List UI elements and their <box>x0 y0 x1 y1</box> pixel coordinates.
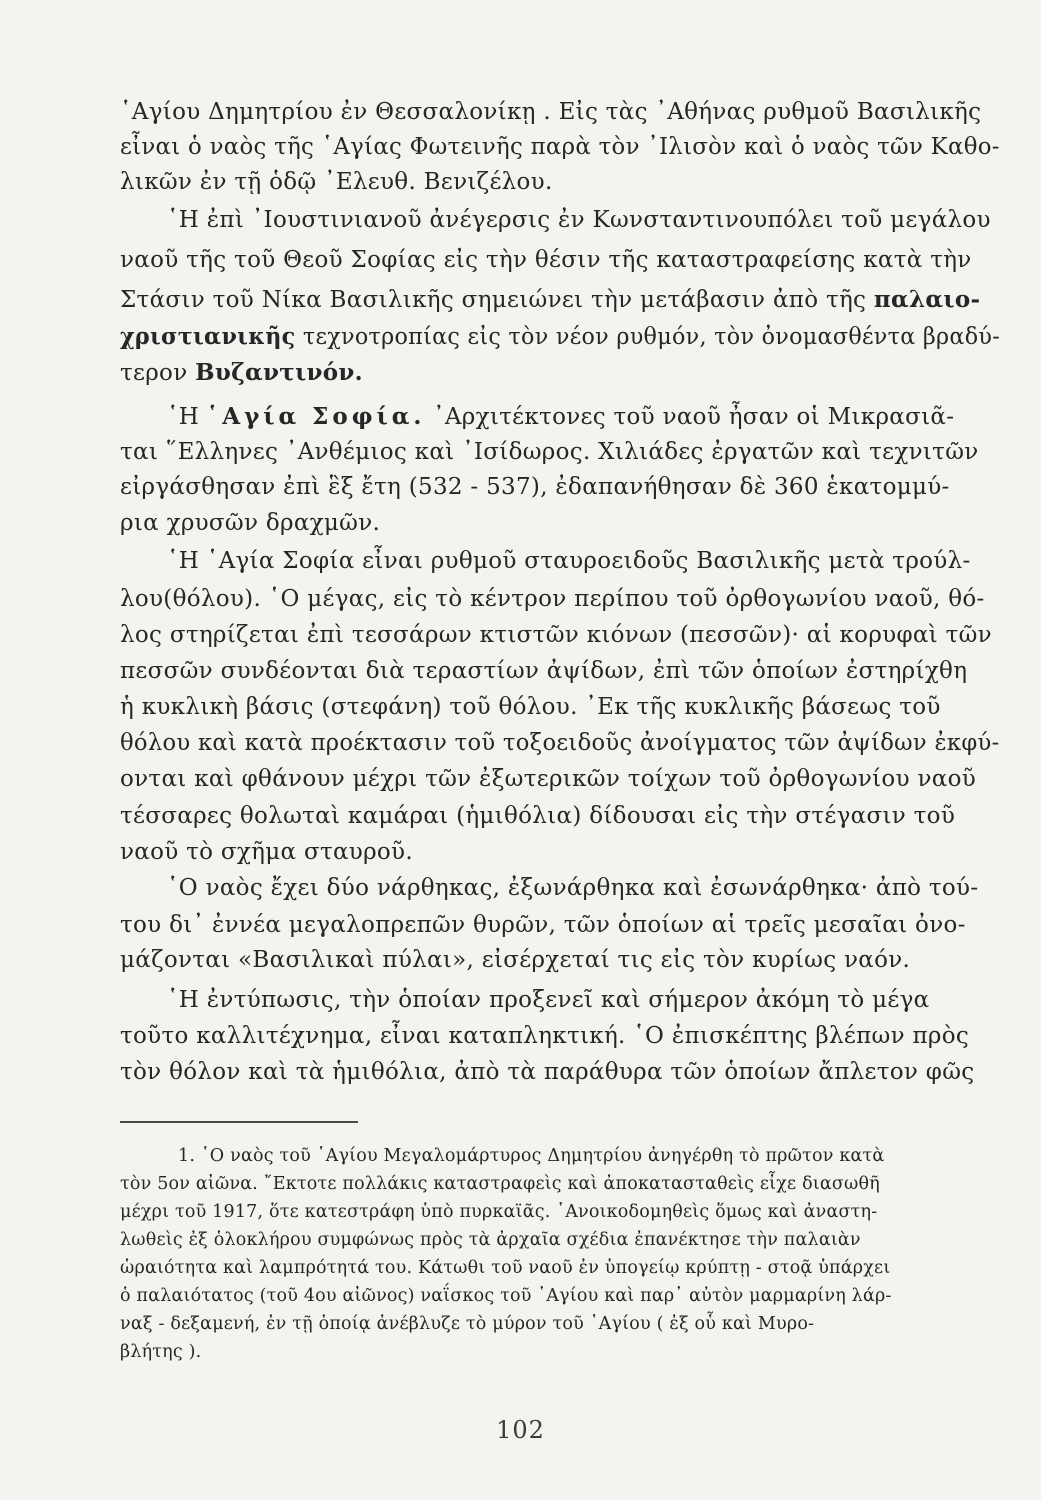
text-line: ῾Αγίου Δημητρίου ἐν Θεσσαλονίκῃ . Εἰς τὰς ᾿Αθήνας ρυθμοῦ Βασιλικῆς <box>120 99 982 125</box>
text-line: του δι᾿ ἐννέα μεγαλοπρεπῶν θυρῶν, τῶν ὁποίων αἱ τρεῖς μεσαῖαι ὀνο- <box>120 912 966 938</box>
bold-term: χριστιανικῆς <box>120 323 296 350</box>
text-line <box>120 358 363 388</box>
text-line: τέσσαρες θολωταὶ καμάραι (ἡμιθόλια) δίδουσαι εἰς τὴν στέγασιν τοῦ <box>120 803 956 829</box>
text-line <box>120 322 1000 352</box>
text-line: ῾Η ῾Αγία Σοφία εἶναι ρυθμοῦ σταυροειδοῦς Βασιλικῆς μετὰ τρούλ- <box>167 548 971 574</box>
footnote-line: 1. ῾Ο ναὸς τοῦ ῾Αγίου Μεγαλομάρτυρος Δημητρίου ἀνηγέρθη τὸ πρῶτον κατὰ <box>178 1146 885 1166</box>
bold-term: παλαιο- <box>873 286 981 313</box>
text-line: ῾Ο ναὸς ἔχει δύο νάρθηκας, ἐξωνάρθηκα καὶ ἐσωνάρθηκα· ἀπὸ τού- <box>167 875 979 901</box>
text-line: ῾Η ἐπὶ ᾿Ιουστινιανοῦ ἀνέγερσις ἐν Κωνσταντινουπόλει τοῦ μεγάλου <box>167 207 991 233</box>
text-fragment: τεχνοτροπίας εἰς τὸν νέον ρυθμόν, τὸν ὀνομασθέντα βραδύ- <box>302 324 1001 350</box>
text-line: τοῦτο καλλιτέχνημα, εἶναι καταπληκτική. ῾Ο ἐπισκέπτης βλέπων πρὸς <box>120 1023 970 1049</box>
text-line: εἰργάσθησαν ἐπὶ ἓξ ἔτη (532 - 537), ἐδαπανήθησαν δὲ 360 ἑκατομμύ- <box>120 474 950 500</box>
footnote-line: τὸν 5ον αἰῶνα. ῎Εκτοτε πολλάκις καταστραφεὶς καὶ ἀποκατασταθεὶς εἶχε διασωθῆ <box>120 1174 880 1194</box>
text-line: εἶναι ὁ ναὸς τῆς ῾Αγίας Φωτεινῆς παρὰ τὸν ᾿Ιλισὸν καὶ ὁ ναὸς τῶν Καθο- <box>120 134 1000 160</box>
bold-term: Βυζαντινόν. <box>195 359 363 386</box>
text-line: ται ῞Ελληνες ᾿Ανθέμιος καὶ ᾿Ισίδωρος. Χιλιάδες ἐργατῶν καὶ τεχνιτῶν <box>120 439 979 465</box>
text-line: θόλου καὶ κατὰ προέκτασιν τοῦ τοξοειδοῦς ἀνοίγματος τῶν ἀψίδων ἐκφύ- <box>120 730 1000 756</box>
text-line <box>167 402 954 432</box>
text-line: ναοῦ τῆς τοῦ Θεοῦ Σοφίας εἰς τὴν θέσιν τῆς καταστραφείσης κατὰ τὴν <box>120 247 972 273</box>
text-line: τὸν θόλον καὶ τὰ ἡμιθόλια, ἀπὸ τὰ παράθυρα τῶν ὁποίων ἄπλετον φῶς <box>120 1059 975 1085</box>
page-number: 102 <box>496 1416 545 1444</box>
text-line: μάζονται «Βασιλικαὶ πύλαι», εἰσέρχεταί τις εἰς τὸν κυρίως ναόν. <box>120 947 911 973</box>
text-line: ῾Η ἐντύπωσις, τὴν ὁποίαν προξενεῖ καὶ σήμερον ἀκόμη τὸ μέγα <box>167 987 930 1013</box>
text-fragment: Στάσιν τοῦ Νίκα Βασιλικῆς σημειώνει τὴν μετάβασιν ἀπὸ τῆς <box>120 287 867 313</box>
text-line: ἡ κυκλικὴ βάσις (στεφάνη) τοῦ θόλου. ᾿Εκ τῆς κυκλικῆς βάσεως τοῦ <box>120 694 941 720</box>
text-fragment: τερον <box>120 360 188 386</box>
footnote-line: ναξ - δεξαμενή, ἐν τῇ ὁποίᾳ ἀνέβλυζε τὸ μύρον τοῦ ῾Αγίου ( ἐξ οὗ καὶ Μυρο- <box>120 1314 815 1334</box>
footnote-line: ὁ παλαιότατος (τοῦ 4ου αἰῶνος) ναΐσκος τοῦ ῾Αγίου καὶ παρ᾿ αὐτὸν μαρμαρίνη λάρ- <box>120 1286 892 1306</box>
text-line: ρια χρυσῶν δραχμῶν. <box>120 510 381 536</box>
text-fragment: ῾Η <box>167 404 200 430</box>
footnote-line: ὡραιότητα καὶ λαμπρότητά του. Κάτωθι τοῦ ναοῦ ἐν ὑπογείῳ κρύπτῃ - στοᾷ ὑπάρχει <box>120 1258 891 1278</box>
footnote-line: λωθεὶς ἐξ ὁλοκλήρου συμφώνως πρὸς τὰ ἀρχαῖα σχέδια ἐπανέκτησε τὴν παλαιὰν <box>120 1230 861 1250</box>
text-line: λικῶν ἐν τῇ ὁδῷ ᾿Ελευθ. Βενιζέλου. <box>120 169 553 195</box>
text-line: ονται καὶ φθάνουν μέχρι τῶν ἐξωτερικῶν τοίχων τοῦ ὀρθογωνίου ναοῦ <box>120 766 977 792</box>
text-fragment: ᾿Αρχιτέκτονες τοῦ ναοῦ ἦσαν οἱ Μικρασιᾶ- <box>433 404 955 430</box>
section-heading: ῾Αγία Σοφία. <box>206 403 426 430</box>
text-line: πεσσῶν συνδέονται διὰ τεραστίων ἀψίδων, ἐπὶ τῶν ὁποίων ἐστηρίχθη <box>120 658 968 684</box>
footnote-line: μέχρι τοῦ 1917, ὅτε κατεστράφη ὑπὸ πυρκαϊᾶς. ᾿Ανοικοδομηθεὶς ὅμως καὶ ἀναστη- <box>120 1202 878 1222</box>
footnote-divider <box>120 1121 358 1123</box>
text-line: λος στηρίζεται ἐπὶ τεσσάρων κτιστῶν κιόνων (πεσσῶν)· αἱ κορυφαὶ τῶν <box>120 622 992 648</box>
text-line: ναοῦ τὸ σχῆμα σταυροῦ. <box>120 839 413 865</box>
text-line <box>120 285 980 315</box>
text-line: λου(θόλου). ῾Ο μέγας, εἰς τὸ κέντρον περίπου τοῦ ὀρθογωνίου ναοῦ, θό- <box>120 586 985 612</box>
footnote-line: βλήτης ). <box>120 1342 202 1362</box>
